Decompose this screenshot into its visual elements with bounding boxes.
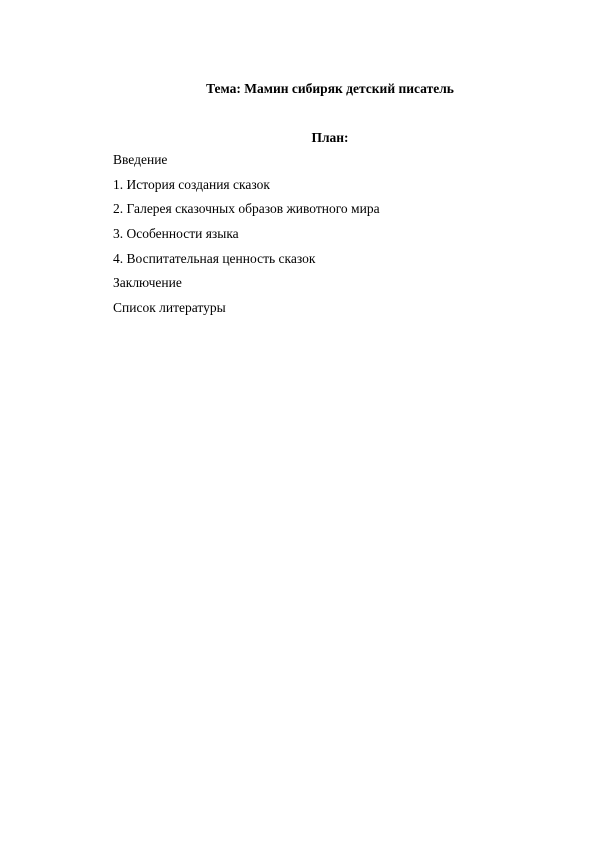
plan-item-references: Список литературы bbox=[113, 300, 226, 316]
plan-item-4: 4. Воспитательная ценность сказок bbox=[113, 250, 316, 266]
plan-list bbox=[113, 151, 380, 324]
plan-item-2: 2. Галерея сказочных образов животного мира bbox=[113, 201, 380, 217]
plan-heading: План: bbox=[311, 130, 349, 145]
plan-item-3: 3. Особенности языка bbox=[113, 226, 239, 242]
plan-item-conclusion: Заключение bbox=[113, 275, 182, 291]
document-title: Тема: Мамин сибиряк детский писатель bbox=[206, 81, 454, 96]
plan-item-1: 1. История создания сказок bbox=[113, 176, 270, 192]
plan-item-introduction: Введение bbox=[113, 152, 168, 167]
